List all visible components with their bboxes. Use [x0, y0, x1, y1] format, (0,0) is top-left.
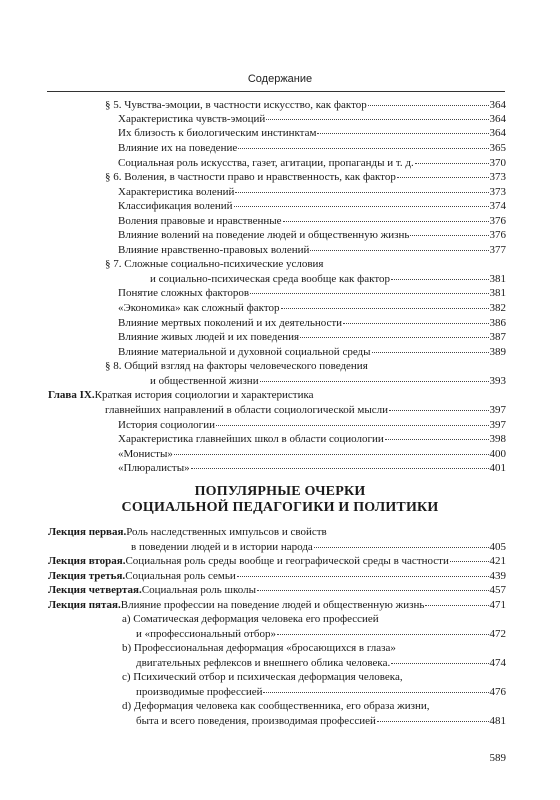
- dot-leader: [368, 104, 489, 106]
- toc-entry: [122, 670, 506, 685]
- toc-entry-heading: Глава IX.: [48, 389, 95, 401]
- toc-entry-label: главнейших направлений в области социологической мысли: [105, 404, 388, 416]
- toc-page-number: 457: [489, 584, 506, 596]
- toc-page-number: 376: [489, 215, 506, 227]
- toc-entry-label: Социальная роль искусства, газет, агитации, пропаганды и т. д.: [118, 157, 414, 169]
- toc-entry-label: и социально-психическая среда вообще как фактор: [150, 273, 391, 285]
- toc-entry-label: «Плюралисты»: [118, 462, 190, 474]
- toc-entry: [105, 257, 506, 272]
- toc-entry: [118, 112, 506, 127]
- dot-leader: [372, 351, 489, 353]
- dot-leader: [314, 546, 489, 548]
- dot-leader: [377, 720, 489, 722]
- toc-entry: [122, 699, 506, 714]
- page-number: 589: [489, 752, 506, 764]
- toc-entry: [118, 199, 506, 214]
- toc-entry-label: b) Профессиональная деформация «бросающихся в глаза»: [122, 642, 396, 654]
- dot-leader: [410, 234, 488, 236]
- toc-entry-label: § 7. Сложные социально-психические условия: [105, 258, 324, 270]
- toc-entry: [48, 583, 506, 598]
- running-header: Содержание: [247, 73, 313, 85]
- toc-entry: [48, 569, 506, 584]
- toc-entry: [48, 554, 506, 569]
- toc-entry: [48, 525, 506, 540]
- toc-entry-label: в поведении людей и в истории народа: [131, 541, 313, 553]
- toc-entry: [118, 345, 506, 360]
- toc-entry-label: Их близость к биологическим инстинктам: [118, 127, 317, 139]
- dot-leader: [238, 147, 488, 149]
- toc-page-number: 376: [489, 229, 506, 241]
- toc-page-number: 472: [489, 628, 506, 640]
- toc-entry-heading: Лекция третья.: [48, 570, 126, 582]
- dot-leader: [257, 589, 488, 591]
- dot-leader: [235, 191, 488, 193]
- section-title-line1: ПОПУЛЯРНЫЕ ОЧЕРКИ: [194, 484, 366, 499]
- dot-leader: [450, 560, 489, 562]
- dot-leader: [283, 220, 489, 222]
- toc-page-number: 381: [489, 287, 506, 299]
- toc-entry-label: Воления правовые и нравственные: [118, 215, 282, 227]
- toc-entry: [105, 170, 506, 185]
- toc-entry-label: § 6. Воления, в частности право и нравственность, как фактор: [105, 171, 396, 183]
- toc-page-number: 421: [489, 555, 506, 567]
- toc-entry-label: Влияние их на поведение: [118, 142, 238, 154]
- toc-page-number: 400: [489, 448, 506, 460]
- toc-page-number: 397: [489, 419, 506, 431]
- toc-entry: [118, 316, 506, 331]
- toc-entry: [150, 272, 506, 287]
- dot-leader: [237, 575, 489, 577]
- toc-entry: [118, 214, 506, 229]
- toc-page-number: 373: [489, 171, 506, 183]
- toc-entry-label: Характеристика чувств-эмоций: [118, 113, 266, 125]
- toc-entry-heading: Лекция пятая.: [48, 599, 121, 611]
- toc-entry-label: и общественной жизни: [150, 375, 259, 387]
- dot-leader: [260, 380, 489, 382]
- toc-entry: [118, 185, 506, 200]
- toc-page-number: 476: [489, 686, 506, 698]
- dot-leader: [397, 176, 489, 178]
- toc-page-number: 405: [489, 541, 506, 553]
- toc-entry-label: Социальная роль школы: [141, 584, 257, 596]
- toc-entry-label: быта и всего поведения, производимая профессией: [136, 715, 376, 727]
- toc-entry: [105, 359, 506, 374]
- toc-entry: [118, 330, 506, 345]
- toc-entry-label: § 8. Общий взгляд на факторы человеческого поведения: [105, 360, 368, 372]
- toc-entry: [118, 418, 506, 433]
- toc-entry-label: Влияние нравственно-правовых волений: [118, 244, 310, 256]
- toc-entry: [118, 432, 506, 447]
- toc-entry-label: «Монисты»: [118, 448, 173, 460]
- dot-leader: [281, 307, 489, 309]
- toc-entry-label: Понятие сложных факторов: [118, 287, 250, 299]
- toc-page-number: 401: [489, 462, 506, 474]
- toc-page-number: 373: [489, 186, 506, 198]
- dot-leader: [191, 467, 489, 469]
- toc-entry-label: Роль наследственных импульсов и свойств: [126, 526, 327, 538]
- dot-leader: [415, 162, 489, 164]
- toc-entry-label: Влияние волений на поведение людей и общественную жизнь: [118, 229, 410, 241]
- toc-entry-label: двигательных рефлексов и внешнего облика человека.: [136, 657, 391, 669]
- toc-entry-label: производимые профессией: [136, 686, 263, 698]
- toc-entry-label: Характеристика волений: [118, 186, 235, 198]
- toc-page-number: 386: [489, 317, 506, 329]
- toc-page-number: 393: [489, 375, 506, 387]
- toc-entry: [136, 627, 506, 642]
- toc-entry-heading: Лекция первая.: [48, 526, 127, 538]
- toc-entry-label: d) Деформация человека как сообщественника, его образа жизни,: [122, 700, 430, 712]
- toc-entry: [118, 447, 506, 462]
- toc-entry-label: «Экономика» как сложный фактор: [118, 302, 280, 314]
- toc-page-number: 481: [489, 715, 506, 727]
- dot-leader: [300, 336, 488, 338]
- dot-leader: [174, 453, 489, 455]
- toc-page-number: 471: [489, 599, 506, 611]
- toc-entry-label: и «профессиональный отбор»: [136, 628, 277, 640]
- toc-entry-label: Социальная роль среды вообще и географической среды в частности: [125, 555, 449, 567]
- dot-leader: [310, 249, 488, 251]
- toc-entry-label: § 5. Чувства-эмоции, в частности искусство, как фактор: [105, 99, 367, 111]
- toc-page-number: 397: [489, 404, 506, 416]
- toc-entry: [122, 641, 506, 656]
- toc-entry: [105, 403, 506, 418]
- toc-entry: [118, 126, 506, 141]
- toc-entry-label: Влияние профессии на поведение людей и общественную жизнь: [120, 599, 425, 611]
- dot-leader: [391, 278, 488, 280]
- toc-page-number: 439: [489, 570, 506, 582]
- toc-entry-label: Влияние живых людей и их поведения: [118, 331, 300, 343]
- toc-page-number: 365: [489, 142, 506, 154]
- toc-entry: [136, 656, 506, 671]
- toc-entry-label: Характеристика главнейших школ в области социологии: [118, 433, 384, 445]
- toc-page-number: 398: [489, 433, 506, 445]
- toc-entry-label: Социальная роль семьи: [125, 570, 236, 582]
- toc-page-number: 389: [489, 346, 506, 358]
- toc-entry: [150, 374, 506, 389]
- dot-leader: [317, 132, 488, 134]
- toc-entry: [48, 388, 506, 403]
- toc-page-number: 364: [489, 127, 506, 139]
- header-rule: [47, 91, 505, 92]
- toc-page-number: 377: [489, 244, 506, 256]
- toc-entry: [48, 598, 506, 613]
- dot-leader: [391, 662, 488, 664]
- dot-leader: [385, 438, 489, 440]
- dot-leader: [277, 633, 488, 635]
- toc-entry: [118, 461, 506, 476]
- toc-entry: [118, 301, 506, 316]
- toc-page-number: 474: [489, 657, 506, 669]
- toc-entry: [122, 612, 506, 627]
- dot-leader: [425, 604, 488, 606]
- toc-entry-label: Влияние мертвых поколений и их деятельности: [118, 317, 343, 329]
- toc-page-number: 364: [489, 99, 506, 111]
- dot-leader: [389, 409, 489, 411]
- dot-leader: [234, 205, 489, 207]
- toc-page-number: 370: [489, 157, 506, 169]
- toc-entry: [118, 141, 506, 156]
- toc-entry: [118, 156, 506, 171]
- dot-leader: [250, 292, 488, 294]
- section-title-line2: СОЦИАЛЬНОЙ ПЕДАГОГИКИ И ПОЛИТИКИ: [121, 500, 439, 515]
- dot-leader: [263, 691, 488, 693]
- dot-leader: [216, 424, 489, 426]
- toc-entry-label: История социологии: [118, 419, 215, 431]
- toc-entry-label: Краткая история социологии и характеристика: [94, 389, 314, 401]
- toc-entry: [105, 98, 506, 113]
- toc-entry-label: a) Соматическая деформация человека его профессией: [122, 613, 379, 625]
- toc-page-number: 374: [489, 200, 506, 212]
- toc-entry: [118, 286, 506, 301]
- toc-page-number: 364: [489, 113, 506, 125]
- toc-page-number: 382: [489, 302, 506, 314]
- dot-leader: [343, 322, 488, 324]
- toc-entry-label: Классификация волений: [118, 200, 233, 212]
- toc-entry: [136, 685, 506, 700]
- toc-entry-label: Влияние материальной и духовной социальной среды: [118, 346, 371, 358]
- dot-leader: [266, 118, 488, 120]
- toc-page-number: 381: [489, 273, 506, 285]
- toc-entry-label: c) Психический отбор и психическая деформация человека,: [122, 671, 403, 683]
- toc-entry: [131, 540, 506, 555]
- toc-entry-heading: Лекция вторая.: [48, 555, 126, 567]
- toc-entry: [136, 714, 506, 729]
- toc-entry-heading: Лекция четвертая.: [48, 584, 142, 596]
- toc-entry: [118, 243, 506, 258]
- toc-page-number: 387: [489, 331, 506, 343]
- toc-entry: [118, 228, 506, 243]
